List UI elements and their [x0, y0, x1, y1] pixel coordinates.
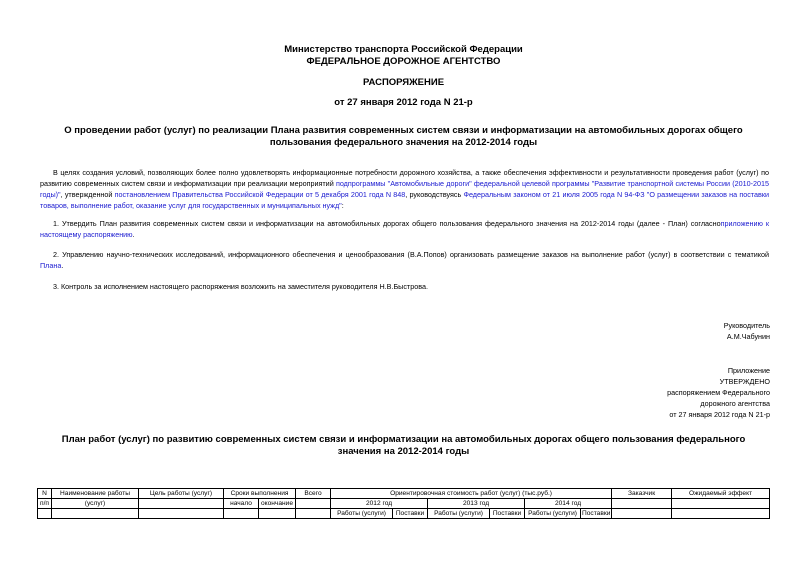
signature-block [724, 320, 770, 342]
table-cell [296, 499, 331, 509]
appendix-block [667, 365, 770, 420]
table-cell [224, 509, 259, 519]
paragraph-text: 1. Утвердить План развития современных систем связи и информатизации на автомобильных дорогах общего пользования федерального значения на 2012-2014 годы (далее - План) согласно [53, 219, 721, 228]
table-cell [296, 509, 331, 519]
paragraph-text: , руководствуясь [405, 190, 464, 199]
table-cell [38, 509, 52, 519]
link-federal-law[interactable]: Федеральным законом от 21 июля 2005 года N 94-ФЗ "О размещении заказов на поставки товаров, выполнение работ, оказание услуг для государственных и муниципальных нужд" [40, 190, 769, 210]
table-header-cell: Ожидаемый эффект [672, 489, 770, 499]
plan-title: План работ (услуг) по развитию современных систем связи и информатизации на автомобильных дорогах общего пользования федерального значения на 2012-2014 годы [61, 434, 746, 457]
paragraph-item-3: 3. Контроль за исполнением настоящего распоряжения возложить на заместителя руководителя Н.В.Быстрова. [53, 282, 428, 291]
paragraph-item-1 [40, 218, 769, 240]
table-header-cell: Поставки [582, 510, 611, 517]
link-subprogram[interactable]: подпрограммы "Автомобильные дороги" федеральной целевой программы "Развитие транспортной системы России (2010-2015 годы)" [40, 179, 770, 199]
table-header-cell: Поставки [393, 509, 428, 519]
table-header-cell: Наименование работы [52, 489, 139, 499]
table-cell [612, 499, 672, 509]
appendix-label: Приложение [727, 366, 770, 375]
paragraph-text: В целях создания условий, позволяющих более полно удовлетворять информационные потребности дорожного хозяйства, а также обеспечения эффективности и результативности проведения работ (услуг) по развитию современных систем связи и информатизации при реализации мероприятий [40, 168, 769, 188]
ministry-name: Министерство транспорта Российской Федерации [284, 44, 523, 55]
table-header-cell: начало [224, 499, 259, 509]
table-cell [52, 509, 139, 519]
link-government-resolution[interactable]: постановлением Правительства Российской Федерации от 5 декабря 2001 года N 848 [114, 190, 406, 199]
table-header-cell: (услуг) [52, 499, 139, 509]
table-cell [139, 499, 224, 509]
link-appendix[interactable]: приложению к настоящему распоряжению [40, 219, 769, 239]
table-cell [672, 509, 770, 519]
table-header-cell: Работы (услуги) [428, 509, 490, 519]
paragraph-intro [40, 167, 769, 211]
table-header-cell: Поставки [490, 509, 525, 519]
table-header-cell: Ориентировочная стоимость работ (услуг) (тыс.руб.) [331, 489, 612, 499]
signature-name: А.М.Чабунин [726, 332, 770, 341]
appendix-line: от 27 января 2012 года N 21-р [669, 410, 770, 419]
appendix-approved: УТВЕРЖДЕНО [719, 377, 770, 386]
table-cell [259, 509, 296, 519]
table-cell [139, 509, 224, 519]
appendix-line: дорожного агентства [700, 399, 770, 408]
agency-name: ФЕДЕРАЛЬНОЕ ДОРОЖНОЕ АГЕНТСТВО [306, 56, 501, 67]
table-header-cell: Работы (услуги) [525, 509, 581, 519]
paragraph-item-2 [40, 249, 769, 271]
table-header-cell: окончание [259, 499, 296, 509]
paragraph-text: : [341, 201, 344, 210]
table-header-row [38, 499, 770, 509]
paragraph-text: . [61, 261, 64, 270]
table-cell [612, 509, 672, 519]
table-cell [672, 499, 770, 509]
table-header-cell: Цель работы (услуг) [139, 489, 224, 499]
document-date: от 27 января 2012 года N 21-р [334, 97, 473, 108]
document-title: О проведении работ (услуг) по реализации Плана развития современных систем связи и информатизации на автомобильных дорогах общего пользования федерального значения на 2012-2014 годы [64, 125, 743, 148]
table-header-row [38, 489, 770, 499]
table-header-cell: Заказчик [612, 489, 672, 499]
table-header-cell: Сроки выполнения [224, 489, 296, 499]
paragraph-text: 2. Управлению научно-технических исследований, информационного обеспечения и ценообразования (В.А.Попов) организовать размещение заказов на выполнение работ (услуг) в соответствии с тематикой [53, 250, 769, 259]
table-header-cell: 2012 год [331, 499, 428, 509]
signature-position: Руководитель [723, 321, 770, 330]
table-header-cell: Работы (услуги) [331, 509, 393, 519]
appendix-line: распоряжением Федерального [667, 388, 770, 397]
table-header-cell: п/п [38, 499, 52, 509]
document-type: РАСПОРЯЖЕНИЕ [362, 77, 445, 88]
paragraph-text: . [132, 230, 135, 239]
table-header-cell: N [38, 489, 52, 499]
paragraph-text: , утвержденной [60, 190, 115, 199]
table-header-cell: 2014 год [525, 499, 612, 509]
link-plan[interactable]: Плана [40, 261, 62, 270]
table-header-cell: 2013 год [428, 499, 525, 509]
plan-table [37, 488, 770, 519]
table-header-cell: Всего [296, 489, 331, 499]
table-header-row [38, 509, 770, 519]
